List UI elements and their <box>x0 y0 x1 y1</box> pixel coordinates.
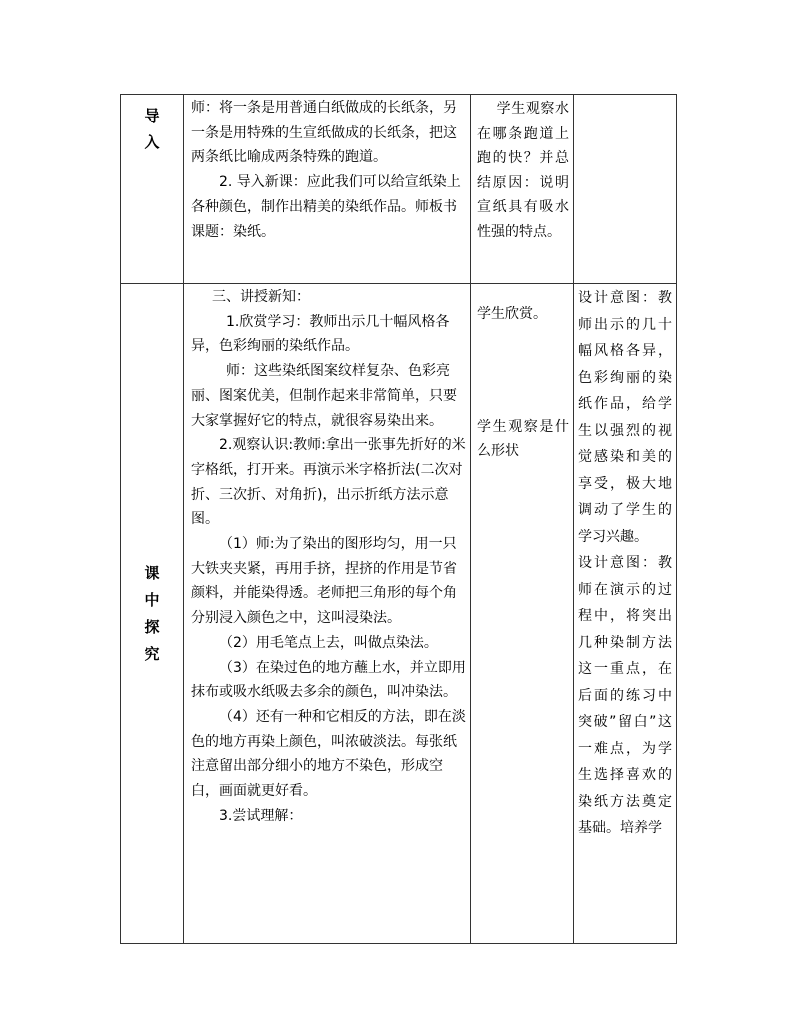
explore-teacher-activity <box>184 284 471 944</box>
student-note: 学生欣赏。 <box>477 306 547 322</box>
student-note: 学生观察是什么形状 <box>477 418 569 459</box>
explore-paragraph: 1.欣赏学习：教师出示几十幅风格各异，色彩绚丽的染纸作品。 <box>191 313 450 355</box>
explore-heading: 三、讲授新知： <box>212 289 310 305</box>
lesson-plan-table <box>120 94 677 944</box>
explore-paragraph: （4）还有一种和它相反的方法，即在淡色的地方再染上颜色，叫浓破淡法。每张纸注意留出部分细小的地方不染色，形成空白，画面就更好看。 <box>191 708 466 800</box>
explore-student-activity <box>471 284 574 944</box>
section-label-intro: 导 入 <box>121 95 184 284</box>
intro-teacher-line: 2. 导入新课：应此我们可以给宣纸染上各种颜色，制作出精美的染纸作品。师板书课题：染纸。 <box>191 174 461 240</box>
explore-paragraph: 师：这些染纸图案纹样复杂、色彩亮丽、图案优美，但制作起来非常简单，只要大家掌握好它的特点，就很容易染出来。 <box>191 363 457 429</box>
explore-paragraph: （3）在染过色的地方蘸上水，并立即用抹布或吸水纸吸去多余的颜色，叫冲染法。 <box>191 659 466 701</box>
intro-student-activity: 学生观察水在哪条跑道上跑的快？并总结原因：说明宣纸具有吸水性强的特点。 <box>471 95 574 284</box>
intro-teacher-activity <box>184 95 471 284</box>
intro-design-intent <box>574 95 677 284</box>
design-note: 设计意图：教师在演示的过程中，将突出几种染制方法这一重点，在后面的练习中突破”留白”这一难点，为学生选择喜欢的染纸方法奠定基础。培养学 <box>578 555 672 836</box>
explore-design-intent <box>574 284 677 944</box>
explore-paragraph: （2）用毛笔点上去，叫做点染法。 <box>219 634 438 651</box>
explore-paragraph: 3.尝试理解： <box>219 807 303 824</box>
design-note: 设计意图：教师出示的几十幅风格各异，色彩绚丽的染纸作品，给学生以强烈的视觉感染和美的享受，极大地调动了学生的学习兴趣。 <box>578 290 672 545</box>
explore-paragraph: 2.观察认识:教师:拿出一张事先折好的米字格纸，打开来。再演示米字格折法(二次对折、三次折、对角折)，出示折纸方法示意图。 <box>191 437 466 528</box>
intro-row <box>121 95 677 284</box>
explore-row <box>121 284 677 944</box>
explore-paragraph: （1）师:为了染出的图形均匀，用一只大铁夹夹紧，再用手挤，捏挤的作用是节省颜料，并能染得透。老师把三角形的每个角分别浸入颜色之中，这叫浸染法。 <box>191 536 457 627</box>
section-label-explore: 课 中 探 究 <box>121 284 184 944</box>
intro-teacher-line: 师：将一条是用普通白纸做成的长纸条，另一条是用特殊的生宣纸做成的长纸条，把这两条纸比喻成两条特殊的跑道。 <box>191 100 457 166</box>
